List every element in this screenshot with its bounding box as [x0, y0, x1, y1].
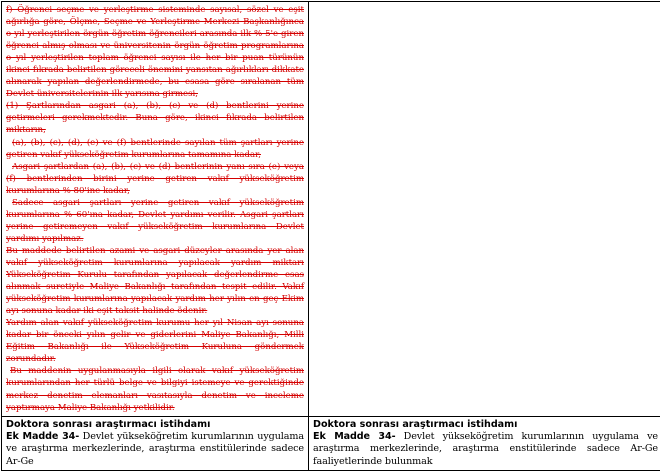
article-heading: Doktora sonrası araştırmacı istihdamı [6, 419, 304, 431]
article-heading: Doktora sonrası araştırmacı istihdamı [313, 419, 658, 431]
old-text-cell [2, 2, 309, 417]
deleted-paragraph: f) Öğrenci seçme ve yerleştirme sisteminde sayısal, sözel ve eşit ağırlığa göre, Ölçme, Seçme ve Yerleştirme Merkezi Başkanlığınca o yıl yerleştirilen örgün öğretim öğrencileri arasında ilk % 5'e giren öğrenci almış olması ve üniversitenin örgün öğretim programlarına o yıl yerleştirilen toplam öğrenci sayısı ile her bir puan türünün ikinci fıkrada belirtilen göreceli önemini yansıtan ağırlıkları dikkate alınarak yapılan değerlendirmede, bu esasa göre sıralanan tüm Devlet üniversitelerinin ilk yarısına girmesi, [6, 4, 304, 100]
article-number: Ek Madde 34- [6, 431, 79, 442]
deleted-paragraph: Sadece asgari şartları yerine getiren vakıf yükseköğretim kurumlarına % 60'ına kadar, Devlet yardımı verilir. Asgari şartları yerine getiremeyen vakıf yükseköğretim kurumlarına Devlet yardımı yapılmaz. [6, 197, 304, 245]
deleted-paragraph: Bu maddenin uygulanmasıyla ilgili olarak vakıf yükseköğretim kurumlarından her türlü belge ve bilgiyi istemeye ve gerektiğinde merkez denetim elemanları vasıtasıyla denetim ve inceleme yaptırmaya Maliye Bakanlığı yetkilidir. [6, 365, 304, 413]
article-body: Devlet yükseköğretim kurumlarının uygulama ve araştırma merkezlerinde, araştırma enstitülerinde sadece Ar-Ge faaliyetlerinde bulunmak [313, 431, 658, 467]
article-text [6, 431, 304, 469]
new-article-cell [309, 416, 660, 471]
new-text-cell-empty [309, 2, 660, 417]
old-article-cell [2, 416, 309, 471]
comparison-table [1, 1, 660, 471]
deleted-paragraph: Yardım alan vakıf yükseköğretim kurumu her yıl Nisan ayı sonuna kadar bir önceki yılın gelir ve giderlerini Maliye Bakanlığı, Milli Eğitim Bakanlığı ile Yükseköğretim Kuruluna göndermek zorundadır. [6, 317, 304, 365]
deleted-paragraph: Asgari şartlardan (a), (b), (c) ve (d) bentlerinin yanı sıra (e) veya (f) bentlerinden birini yerine getiren vakıf yükseköğretim kurumlarına % 80'ine kadar, [6, 161, 304, 197]
article-number: Ek Madde 34- [313, 431, 395, 442]
deleted-text-block [6, 4, 304, 414]
deleted-paragraph: (a), (b), (c), (d), (e) ve (f) bentlerinde sayılan tüm şartları yerine getiren vakıf yükseköğretim kurumlarına tamamına kadar, [6, 137, 304, 161]
article-body: Devlet yükseköğretim kurumlarının uygulama ve araştırma merkezlerinde, araştırma enstitülerinde sadece Ar-Ge [6, 431, 304, 467]
article-text [313, 431, 658, 469]
deleted-paragraph: Bu maddede belirtilen azami ve asgari düzeyler arasında yer alan vakıf yükseköğretim kurumlarına yapılacak yardım miktarı Yükseköğretim Kurulu tarafından yapılacak değerlendirme esas alınmak suretiyle Maliye Bakanlığı tarafından tespit edilir. Vakıf yükseköğretim kurumlarına yapılacak yardım her yılın en geç Ekim ayı sonuna kadar iki eşit taksit halinde ödenir. [6, 245, 304, 317]
table-row [2, 416, 660, 471]
deleted-paragraph: (1) Şartlarından asgari (a), (b), (c) ve (d) bentlerini yerine getirmeleri gerekmektedir. Buna göre, ikinci fıkrada belirtilen miktarın, [6, 100, 304, 136]
table-row [2, 2, 660, 417]
